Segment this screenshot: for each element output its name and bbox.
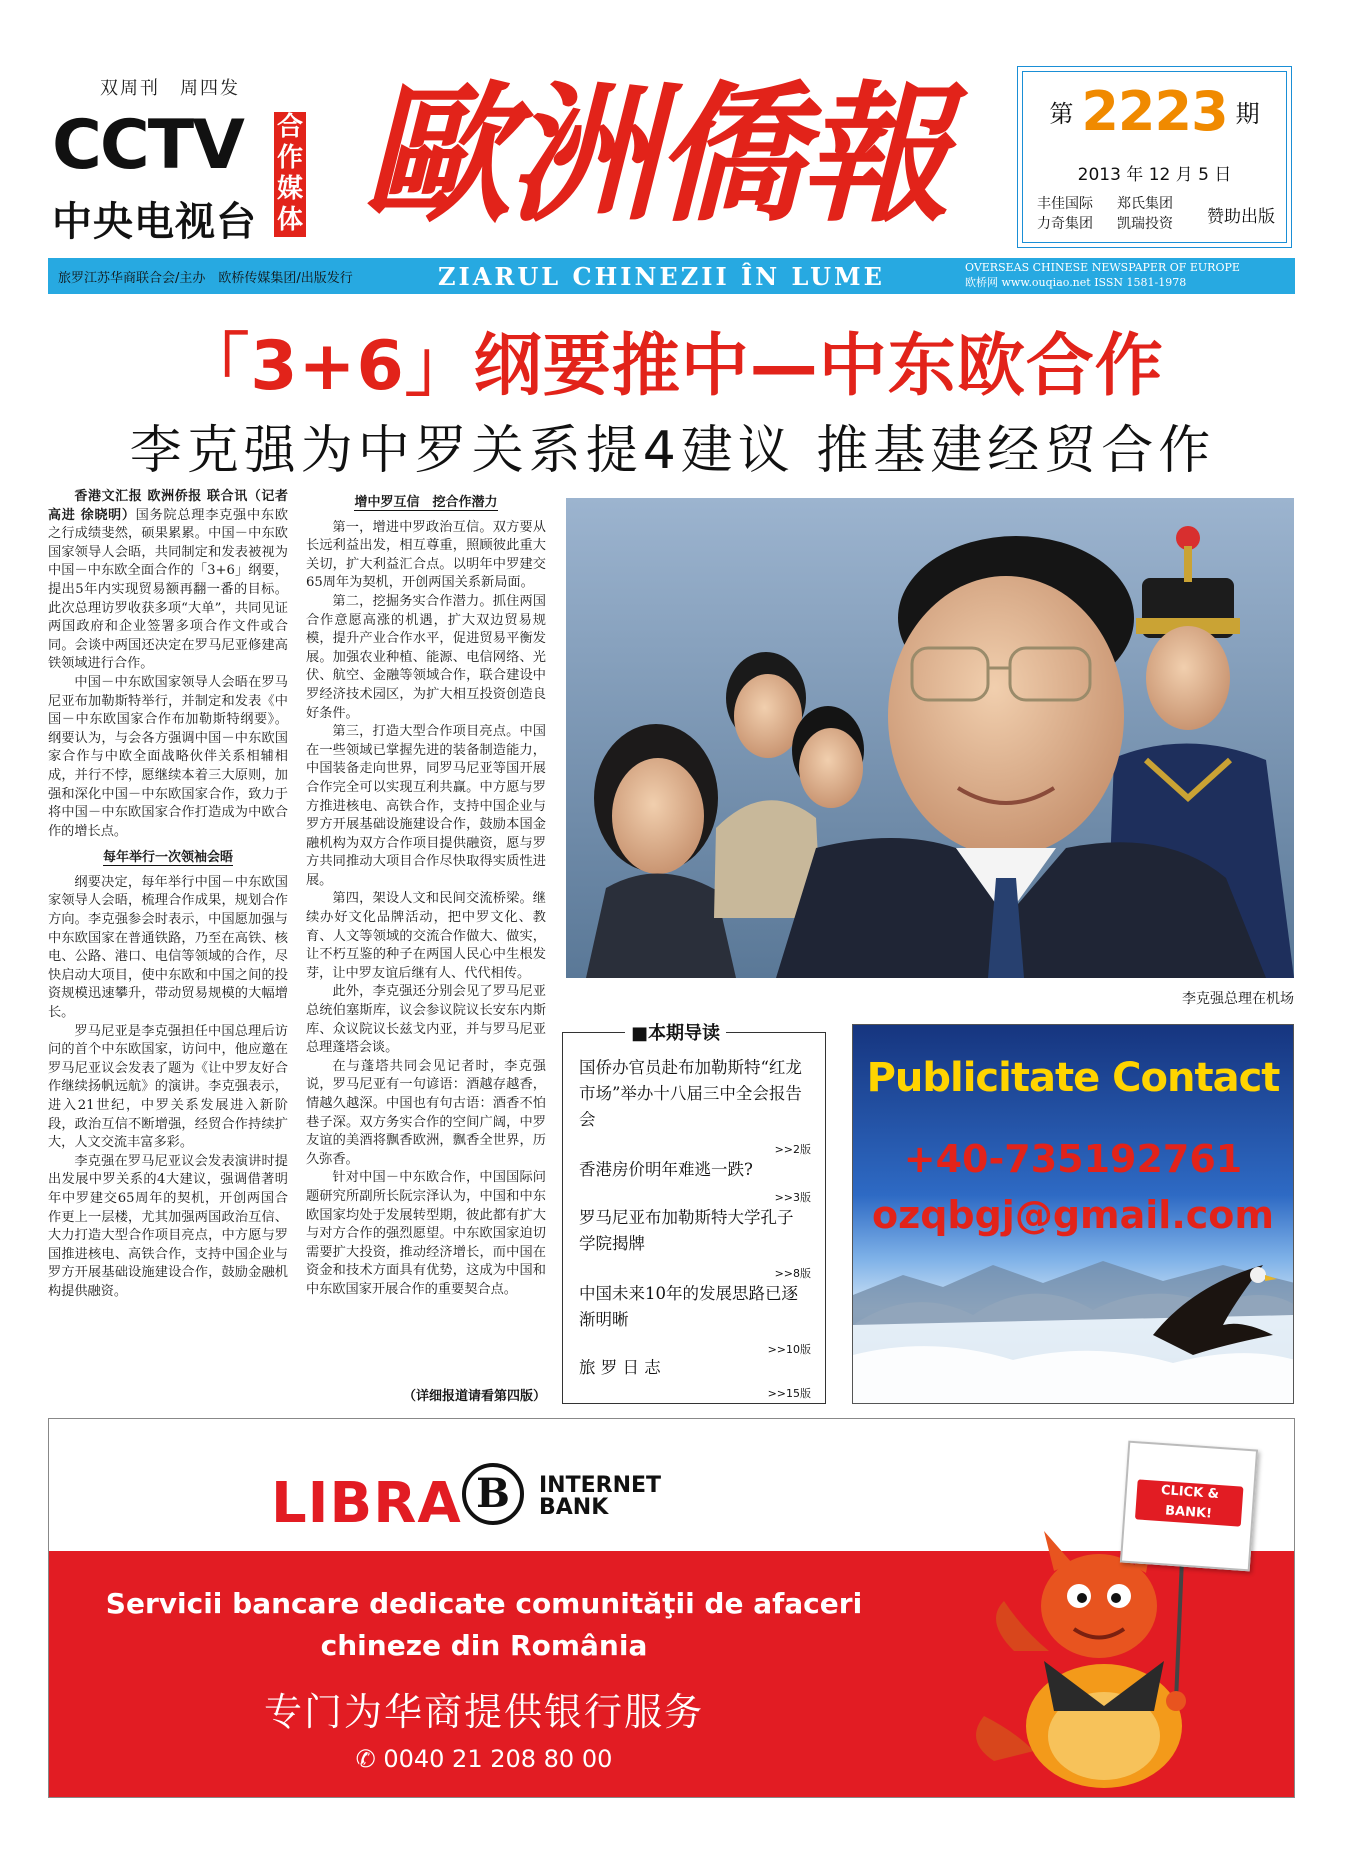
bank-slogan-chinese: 专门为华商提供银行服务 <box>263 1690 704 1734</box>
section-subheading <box>48 849 288 868</box>
english-title-issn <box>965 260 1240 290</box>
guide-item-link[interactable]: 中国未来10年的发展思路已逐渐明晰 <box>579 1284 798 1329</box>
cctv-logo-text: CCTV <box>52 106 243 185</box>
issue-prefix: 第 <box>1049 100 1074 128</box>
issue-line <box>1023 80 1286 143</box>
article-paragraph: 此外，李克强还分别会见了罗马尼亚总统伯塞斯库，议会参议院议长安东内斯库、众议院议长兹戈内亚，并与罗马尼亚总理蓬塔会谈。 <box>306 984 546 1056</box>
subheading-text: 增中罗互信 挖合作潜力 <box>354 495 498 510</box>
article-paragraph: 第四，架设人文和民间交流桥梁。继续办好文化品牌活动，把中罗文化、教育、人文等领域的交流合作做大、做实，让不朽互鉴的种子在两国人民心中生根发芽，让中罗友谊后继有人、代代相传。 <box>306 891 546 981</box>
article-paragraph: 纲要决定，每年举行中国－中东欧国家领导人会晤，梳理合作成果，规划合作方向。李克强参会时表示，中国愿加强与中东欧国家在普通铁路，乃至在高铁、核电、公路、港口、电信等领域的合作，尽快启动大项目，使中东欧和中国之间的投资规模迅速攀升，带动贸易规模的大幅增长。 <box>48 874 288 1021</box>
english-title: OVERSEAS CHINESE NEWSPAPER OF EUROPE <box>965 261 1240 274</box>
photo-illustration <box>566 498 1294 978</box>
guide-item-link[interactable]: 罗马尼亚布加勒斯特大学孔子学院揭牌 <box>579 1208 794 1253</box>
article-paragraph: 罗马尼亚是李克强担任中国总理后访问的首个中东欧国家，访问中，他应邀在罗马尼亚议会发表了题为《让中罗友好合作继续扬帆远航》的演讲。李克强表示，进入21世纪，中罗关系发展进入新阶段，政治互信不断增强，经贸合作持续扩大，人文交流丰富多彩。 <box>48 1023 288 1151</box>
article-paragraph: 李克强在罗马尼亚议会发表演讲时提出发展中罗关系的4大建议，强调借著明年中罗建交65周年的契机，开创两国合作更上一层楼，尤其加强两国政治互信、大力打造大型合作项目亮点，中方愿与罗国推进核电、高铁合作，支持中国企业与罗方开展基础设施建设合作，鼓励金融机构提供融资。 <box>48 1153 288 1299</box>
article-byline: 香港文汇报 欧洲侨报 联合讯（记者 高进 徐晓明） <box>48 489 288 523</box>
guide-page-ref: >>8版 <box>774 1267 811 1280</box>
click-bank-text: CLICK & BANK! <box>1160 1483 1220 1522</box>
bank-phone[interactable]: ✆ 0040 21 208 80 00 <box>355 1745 613 1773</box>
guide-item-link[interactable]: 旅 罗 日 志 <box>579 1358 661 1377</box>
photo-caption: 李克强总理在机场 <box>1182 991 1294 1007</box>
contact-ad-title: Publicitate Contact <box>866 1055 1280 1101</box>
publication-frequency: 双周刊 周四发 <box>100 78 240 99</box>
libra-logo-text: LIBRA <box>271 1471 462 1536</box>
issue-info-inner <box>1022 71 1287 243</box>
sponsor-name: 力奇集团 <box>1037 216 1093 232</box>
libra-b-logo-icon: B <box>462 1463 524 1525</box>
publisher-info: 旅罗江苏华商联合会/主办 欧桥传媒集团/出版发行 <box>58 271 353 286</box>
cctv-name: 中央电视台 <box>52 198 257 245</box>
section-subheading <box>306 494 546 513</box>
libra-bank-ad[interactable] <box>48 1418 1295 1798</box>
internet-label: INTERNET <box>539 1473 662 1498</box>
sponsor-list <box>1037 194 1202 234</box>
article-paragraph <box>48 488 288 674</box>
bank-label: BANK <box>539 1495 609 1520</box>
continued-note: （详细报道请看第四版） <box>402 1389 546 1404</box>
sponsor-note: 赞助出版 <box>1207 207 1275 227</box>
coop-media-badge: 合作媒体 <box>274 112 306 237</box>
article-paragraph: 第一，增进中罗政治互信。双方要从长远利益出发，相互尊重，照顾彼此重大关切，扩大利益汇合点。以明年中罗建交65周年为契机，开创两国关系新局面。 <box>306 519 546 591</box>
subheading-text: 每年举行一次领袖会晤 <box>102 850 233 866</box>
bank-slogan-line1: Servicii bancare dedicate comunităţii de afaceri <box>105 1587 863 1620</box>
website-issn: 欧桥网 www.ouqiao.net ISSN 1581-1978 <box>965 276 1187 289</box>
click-and-bank-sign[interactable] <box>1120 1441 1258 1572</box>
issue-number: 2223 <box>1081 80 1228 143</box>
romanian-title: ZIARUL CHINEZII ÎN LUME <box>438 262 885 291</box>
article-column-1 <box>48 488 288 1408</box>
issue-info-box <box>1017 66 1292 248</box>
guide-title: ■本期导读 <box>625 1019 726 1045</box>
contact-email[interactable]: ozqbgj@gmail.com <box>871 1193 1274 1237</box>
newspaper-title: 歐洲僑報 <box>362 67 947 243</box>
guide-page-ref: >>2版 <box>774 1143 811 1156</box>
sub-headline: 李克强为中罗关系提4建议 推基建经贸合作 <box>129 421 1216 481</box>
main-headline: 「3+6」纲要推中—中东欧合作 <box>181 327 1164 406</box>
issue-date: 2013 年 12 月 5 日 <box>1077 165 1232 185</box>
guide-page-ref: >>3版 <box>774 1191 811 1204</box>
guide-item-link[interactable]: 国侨办官员赴布加勒斯特“红龙市场”举办十八届三中全会报告会 <box>579 1058 802 1129</box>
sponsor-name: 凯瑞投资 <box>1117 216 1173 232</box>
guide-page-ref: >>10版 <box>767 1343 811 1356</box>
article-paragraph: 第三，打造大型合作项目亮点。中国在一些领域已掌握先进的装备制造能力，中国装备走向世界，同罗马尼亚等国开展合作完全可以实现互利共赢。中方愿与罗方推进核电、高铁合作，支持中国企业与罗方开展基础设施建设合作，鼓励本国金融机构为双方合作项目提供融资，愿与罗方共同推动大项目合作尽快取得实质性进展。 <box>306 724 546 888</box>
article-paragraph: 在与蓬塔共同会见记者时，李克强说，罗马尼亚有一句谚语：酒越存越香，情越久越深。中国也有句古语：酒香不怕巷子深。双方务实合作的空间广阔，中罗友谊的美酒将飘香欧洲，飘香全世界，历久弥香。 <box>306 1058 546 1167</box>
advertising-contact-ad[interactable] <box>852 1024 1294 1404</box>
sponsor-name: 丰佳国际 <box>1037 196 1093 212</box>
issue-guide-box <box>562 1023 826 1404</box>
paragraph-text: 国务院总理李克强中东欧之行成绩斐然，硕果累累。中国－中东欧国家领导人会晤，共同制定和发表被视为中国－中东欧全面合作的「3+6」纲要，提出5年内实现贸易额再翻一番的目标。此次总理访罗收获多项“大单”，共同见证两国政府和企业签署多项合作文件或合同。会谈中两国还决定在罗马尼亚修建高铁领域进行合作。 <box>48 507 288 672</box>
main-photo <box>566 498 1294 978</box>
click-bank-label <box>1135 1479 1244 1539</box>
article-paragraph: 针对中国－中东欧合作，中国国际问题研究所副所长阮宗泽认为，中国和中东欧国家均处于发展转型期，彼此都有扩大与对方合作的强烈愿望。中东欧国家迫切需要扩大投资，推动经济增长，而中国在资金和技术方面具有优势，这成为中国和中东欧国家开展合作的重要契合点。 <box>306 1170 546 1297</box>
article-column-2 <box>306 494 546 1410</box>
issue-suffix: 期 <box>1235 100 1260 128</box>
internet-bank-label <box>539 1475 661 1519</box>
contact-phone[interactable]: +40-735192761 <box>903 1137 1243 1181</box>
sponsor-name: 郑氏集团 <box>1117 196 1173 212</box>
guide-page-ref: >>15版 <box>767 1387 811 1400</box>
cctv-partner-logo <box>52 106 310 245</box>
bank-slogan-line2: chineze din România <box>320 1629 648 1662</box>
masthead-info-bar <box>48 258 1295 294</box>
guide-item-link[interactable]: 香港房价明年难逃一跌? <box>579 1160 753 1179</box>
article-paragraph: 中国－中东欧国家领导人会晤在罗马尼亚布加勒斯特举行，并制定和发表《中国－中东欧国家合作布加勒斯特纲要》。纲要认为，与会各方强调中国－中东欧国家合作与中欧全面战略伙伴关系相辅相成，并行不悖，愿继续本着三大原则，加强和深化中国－中东欧国家合作，致力于将中国－中东欧国家合作打造成为中欧合作的增长点。 <box>48 674 288 839</box>
article-paragraph: 第二，挖掘务实合作潜力。抓住两国合作意愿高涨的机遇，扩大双边贸易规模，提升产业合作水平，促进贸易平衡发展。加强农业种植、能源、电信网络、光伏、航空、金融等领域合作，联合建设中罗经济技术园区，为扩大相互投资创造良好条件。 <box>306 593 546 721</box>
bank-website: www.librabank.ro <box>1143 1521 1231 1539</box>
